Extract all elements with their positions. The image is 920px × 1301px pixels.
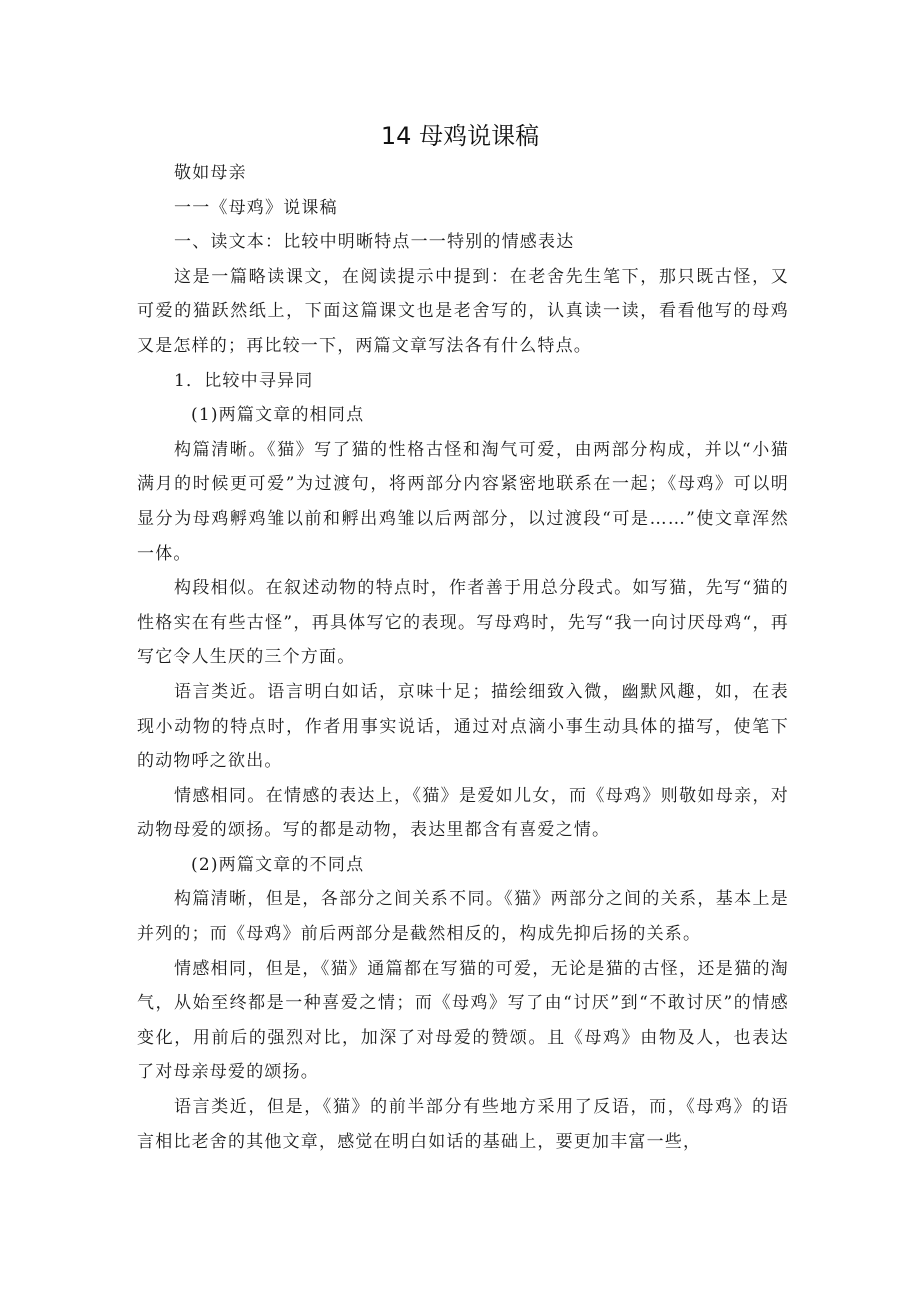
section-heading: 一、读文本：比较中明晰特点一一特别的情感表达 <box>174 232 575 253</box>
paragraph-subtitle: 敬如母亲 <box>174 163 247 183</box>
paragraph: 构篇清晰。《猫》写了猫的性格古怪和淘气可爱，由两部分构成，并以“小猫满月的时候更可爱”为过渡句，将两部分内容紧密地联系在一起；《母鸡》可以明显分为母鸡孵鸡雏以前和孵出鸡雏以后两部分，以过渡段“可是……”使文章浑然一体。 <box>137 439 789 564</box>
numbered-heading: (1)两篇文章的相同点 <box>191 405 365 426</box>
paragraph: 语言类近。语言明白如话，京味十足；描绘细致入微，幽默风趣，如，在表现小动物的特点时，作者用事实说话，通过对点滴小事生动具体的描写，使笔下的动物呼之欲出。 <box>137 681 789 772</box>
paragraph: 情感相同，但是，《猫》通篇都在写猫的可爱，无论是猫的古怪，还是猫的淘气，从始至终都是一种喜爱之情；而《母鸡》写了由“讨厌”到“不敢讨厌”的情感变化，用前后的强烈对比，加深了对母爱的赞颂。且《母鸡》由物及人，也表达了对母亲母爱的颂扬。 <box>137 958 789 1083</box>
document-title: 14 母鸡说课稿 <box>380 122 540 150</box>
paragraph: 语言类近，但是，《猫》的前半部分有些地方采用了反语，而，《母鸡》的语言相比老舍的其他文章，感觉在明白如话的基础上，要更加丰富一些， <box>137 1097 789 1152</box>
subsection-heading: 1．比较中寻异同 <box>174 370 314 391</box>
paragraph-subtitle-2: 一一《母鸡》说课稿 <box>174 197 338 218</box>
paragraph: 构篇清晰，但是，各部分之间关系不同。《猫》两部分之间的关系，基本上是并列的；而《母鸡》前后两部分是截然相反的，构成先抑后扬的关系。 <box>137 889 789 945</box>
document-body <box>137 156 789 1159</box>
paragraph: 情感相同。在情感的表达上，《猫》是爱如儿女，而《母鸡》则敬如母亲，对动物母爱的颂扬。写的都是动物，表达里都含有喜爱之情。 <box>137 785 789 841</box>
paragraph: 构段相似。在叙述动物的特点时，作者善于用总分段式。如写猫，先写“猫的性格实在有些古怪”，再具体写它的表现。写母鸡时，先写“我一向讨厌母鸡“，再写它令人生厌的三个方面。 <box>137 578 789 668</box>
numbered-heading: (2)两篇文章的不同点 <box>191 854 365 875</box>
paragraph: 这是一篇略读课文，在阅读提示中提到：在老舍先生笔下，那只既古怪，又可爱的猫跃然纸上，下面这篇课文也是老舍写的，认真读一读，看看他写的母鸡又是怎样的；再比较一下，两篇文章写法各有什么特点。 <box>137 266 789 356</box>
